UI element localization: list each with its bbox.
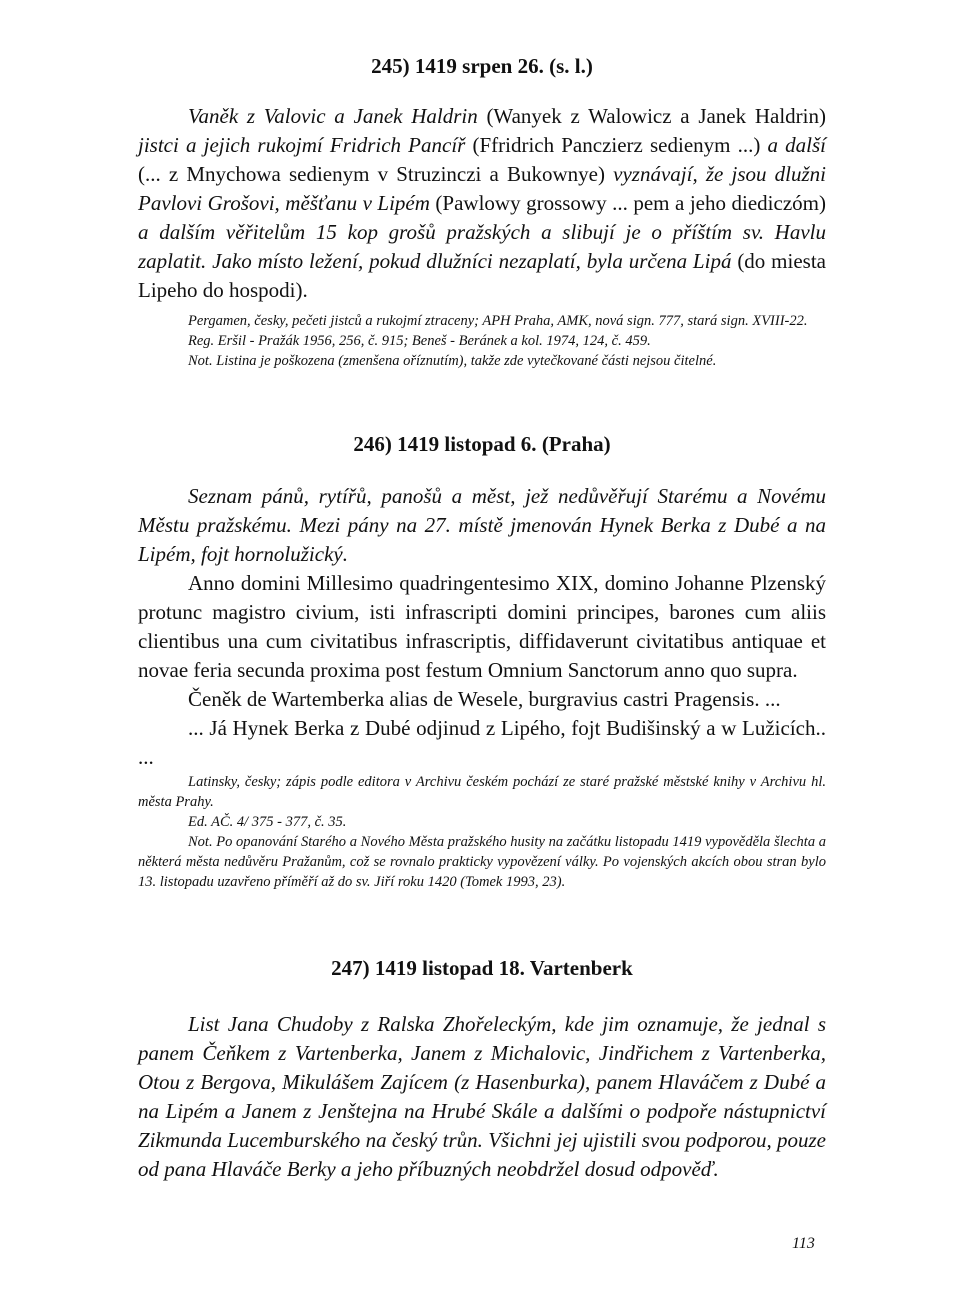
entry-number: 245) [371,54,410,78]
entry-245-title [138,54,826,79]
regest-segment: a další [767,133,826,157]
entry-246-latin-paragraph: Anno domini Millesimo quadringentesimo XIX, domino Johanne Plzenský protunc magistro civium, isti infrascripti domini principes, barones cum aliis clientibus una cum civitatibus infrascriptis, diffidaverunt civitatibus antiquae et novae feria secunda proxima post festum Omnium Sanctorum anno quo supra. [138,571,826,682]
regest-segment: (... z Mnychowa sedienym v Struzinczi a Bukownye) [138,162,614,186]
entry-date: 1419 listopad 6. [397,432,537,456]
regest-segment: (do miesta Lipeho do hospodi). [138,249,826,302]
entry-number: 246) [353,432,392,456]
entry-247-title [138,956,826,981]
entry-247-body [138,1010,826,1184]
regest-segment: a dalším věřitelům 15 kop grošů pražských a slibují je o příštím sv. Havlu zaplatit. Jako místo ležení, pokud dlužníci nezaplatí, byla určena Lipá [138,220,826,273]
entry-245-source-note: Pergamen, česky, pečeti jistců a rukojmí ztraceny; APH Praha, AMK, nová sign. 777, stará sign. XVIII-22. [188,313,808,329]
entry-245-not-note: Not. Listina je poškozena (zmenšena oříznutím), takže zde vytečkované části nejsou čitelné. [188,353,717,369]
regest-segment: (Pawlowy grossowy ... pem a jeho diediczóm) [429,191,826,215]
entry-246-hynek-line: ... Já Hynek Berka z Dubé odjinud z Lipého, fojt Budišinský a w Lužicích.. ... [138,716,826,769]
entry-246-not-note: Not. Po opanování Starého a Nového Města pražského husity na začátku listopadu 1419 vypověděla šlechta a některá města nedůvěru Pražanům, což se rovnalo prakticky vypovězení války. Po vojenských akcích obou stran bylo 13. listopadu uzavřeno příměří až do sv. Jiří roku 1420 (Tomek 1993, 23). [138,834,826,890]
entry-246-source-note: Latinsky, česky; zápis podle editora v Archivu českém pochází ze staré pražské městské knihy v Archivu hl. města Prahy. [138,774,826,810]
entry-246-regest: Seznam pánů, rytířů, panošů a měst, jež nedůvěřují Starému a Novému Městu pražskému. Mezi pány na 27. místě jmenován Hynek Berka z Dubé a na Lipém, fojt hornolužický. [138,484,826,566]
entry-place: (s. l.) [549,54,593,78]
entry-date: 1419 srpen 26. [414,54,544,78]
entry-246-title [138,432,826,457]
page-number: 113 [792,1235,815,1252]
entry-245-body [138,102,826,371]
regest-segment: vyznávají, že jsou dlužni Pavlovi Grošovi, měšťanu v Lipém [138,162,826,215]
entry-number: 247) [331,956,370,980]
entry-247-regest: List Jana Chudoby z Ralska Zhořeleckým, kde jim oznamuje, že jednal s panem Čeňkem z Vartenberka, Janem z Michalovic, Jindřichem z Vartenberka, Otou z Bergova, Mikulášem Zajícem (z Hasenburka), panem Hlaváčem z Dubé a na Lipém a Janem z Jenštejna na Hrubé Skále a dalšími o podpoře nástupnictví Zikmunda Lucemburského na český trůn. Všichni jej ujistili svou podporou, pouze od pana Hlaváče Berky a jeho příbuzných neobdržel dosud odpověď. [138,1012,826,1181]
regest-segment: Vaněk z Valovic a Janek Haldrin [188,104,478,128]
entry-place: (Praha) [541,432,611,456]
regest-segment: jistci a jejich rukojmí Fridrich Pancíř [138,133,466,157]
entry-date: 1419 listopad 18. [374,956,525,980]
regest-segment: (Ffridrich Panczierz sedienym ...) [465,133,768,157]
entry-246-edition-note: Ed. AČ. 4/ 375 - 377, č. 35. [188,814,347,830]
entry-246-body [138,482,826,892]
entry-245-reg-note: Reg. Eršil - Pražák 1956, 256, č. 915; Beneš - Beránek a kol. 1974, 124, č. 459. [188,333,651,349]
entry-245-regest [138,102,826,305]
regest-segment: (Wanyek z Walowicz a Janek Haldrin) [477,104,826,128]
entry-246-cenek-line: Čeněk de Wartemberka alias de Wesele, burgravius castri Pragensis. ... [188,687,781,711]
entry-place: Vartenberk [529,956,633,980]
